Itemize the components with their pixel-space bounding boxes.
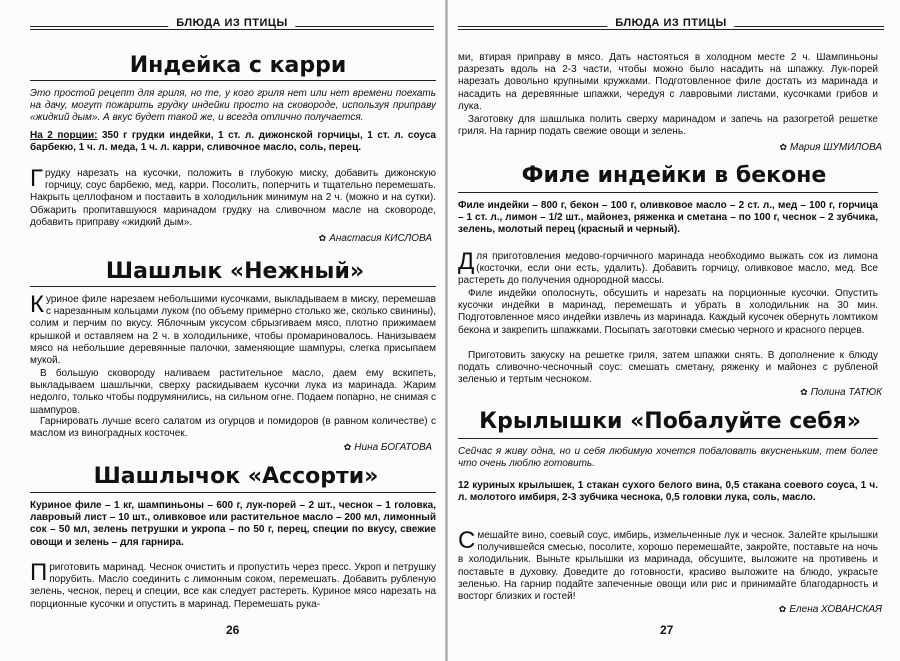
- signature-flower-icon: ✿: [343, 442, 352, 452]
- title-underline: [30, 492, 436, 493]
- recipe-method-continued-2: Заготовку для шашлыка полить сверху маринадом и запечь на разогретой решетке гриля. На гарнир подать свежие овощи и зелень.: [458, 114, 878, 138]
- author-signature: [779, 142, 882, 153]
- title-underline: [458, 438, 878, 439]
- recipe-intro: Сейчас я живу одна, но и себя любимую хочется побаловать вкусненьким, тем более что очень люблю готовить.: [458, 446, 878, 470]
- recipe-method: Приготовить маринад. Чеснок очистить и пропустить через пресс. Укроп и петрушку порубить. Масло соединить с лимонным соком, перемешать. Добавить рубленую зелень, чеснок, перец и специи, все как следует растереть. Куриное мясо нарезать на порционные кусочки и опустить в маринад. Перемешать рука-: [30, 559, 436, 610]
- recipe-method-part-2: В большую сковороду наливаем растительное масло, даем ему вскипеть, выкладываем шашлычки, сверху раскидываем кусочки лука из маринада. Жарим недолго, только чтобы подрумянились, на сильном огне. Подаем попарно, не снимая с шампуров.: [30, 368, 436, 416]
- title-underline: [458, 192, 878, 193]
- signature-flower-icon: ✿: [318, 233, 327, 243]
- recipe-title-turkey-bacon: Филе индейки в беконе: [521, 163, 827, 188]
- recipe-ingredients: Куриное филе – 1 кг, шампиньоны – 600 г, лук-порей – 2 шт., чеснок – 1 головка, лавровый лист – 10 шт., оливковое или растительное масло – 200 мл, лимонный сок – 50 мл, зелень петрушки и укропа – по 50 г, перец, специи по вкусу, свежие овощи и зелень – для гарнира.: [30, 500, 436, 548]
- author-signature: [344, 442, 432, 453]
- recipe-ingredients: [30, 130, 436, 154]
- signature-flower-icon: ✿: [800, 387, 808, 397]
- title-underline: [30, 80, 436, 81]
- author-name: Полина ТАТЮК: [810, 387, 882, 398]
- right-page: [448, 0, 900, 661]
- author-name: Анастасия КИСЛОВА: [329, 233, 432, 244]
- recipe-method-part-1: Для приготовления медово-горчичного маринада необходимо выжать сок из лимона (косточки, если они есть, удалить). Добавить горчицу, оливковое масло, мед. Все растереть до получения однородной массы.: [458, 248, 878, 287]
- section-title: БЛЮДА ИЗ ПТИЦЫ: [168, 17, 295, 29]
- recipe-ingredients: 12 куриных крылышек, 1 стакан сухого белого вина, 0,5 стакана соевого соуса, 1 ч. л. молотого имбиря, 2-3 зубчика чеснока, 0,5 головки лука, соль, масло.: [458, 480, 878, 504]
- recipe-method-continued: ми, втирая приправу в мясо. Дать настояться в холодном месте 2 ч. Шампиньоны разрезать вдоль на 2-3 части, чтобы можно было насадить на шпажку. Лук-порей нарезать довольно крупными кружками. Подготовленное филе достать из маринада и насадить на деревянные шпажки, чередуя с лавровыми листами, кусочками грибов и лука.: [458, 52, 878, 112]
- author-name: Мария ШУМИЛОВА: [790, 142, 882, 153]
- recipe-title-turkey-curry: Индейка с карри: [129, 53, 347, 78]
- signature-flower-icon: ✿: [779, 142, 788, 152]
- signature-flower-icon: ✿: [778, 604, 787, 614]
- recipe-title-shashlik-tender: Шашлык «Нежный»: [105, 259, 365, 284]
- author-signature: [319, 233, 432, 244]
- recipe-method: Грудку нарезать на кусочки, положить в глубокую миску, добавить дижонскую горчицу, соус барбекю, мед, карри. Посолить, поперчить и тщательно перемешать. Накрыть целлофаном и поставить в холодильник минимум на 2 ч. (можно и на сутки). Обжарить пропитавшуюся маринадом грудку на сливочном масле на сковороде, добавить приправу «жидкий дым».: [30, 165, 436, 228]
- recipe-method-part-3: Приготовить закуску на решетке гриля, затем шпажки снять. В дополнение к блюду подать сливочно-чесночный соус: смешать сметану, ряженку и майонез с рубленой зеленью и тертым чесноком.: [458, 350, 878, 386]
- recipe-ingredients: Филе индейки – 800 г, бекон – 100 г, оливковое масло – 2 ст. л., мед – 100 г, горчица – 1 ст. л., лимон – 1/2 шт., майонез, ряженка и сметана – по 100 г, чеснок – 2 зубчика, зелень, молотый перец (красный и черный).: [458, 200, 878, 236]
- section-title: БЛЮДА ИЗ ПТИЦЫ: [607, 17, 734, 29]
- right-page-header: [458, 16, 884, 38]
- author-name: Нина БОГАТОВА: [354, 442, 432, 453]
- servings-label: На 2 порции:: [30, 130, 98, 141]
- page-number-right: 27: [660, 623, 674, 637]
- title-underline: [30, 286, 436, 287]
- ingredients-text: 350 г грудки индейки, 1 ст. л. дижонской горчицы, 1 ст. л. соуса барбекю, 1 ч. л. меда, 1 ч. л. карри, сливочное масло, соль, перец.: [30, 130, 436, 154]
- recipe-method-part-1: Куриное филе нарезаем небольшими кусочками, выкладываем в миску, перемешав с нарезанным кольцами луком (по объему примерно столько же, сколько свинины), солим и перчим по вкусу. Яблочным уксусом сбрызгиваем мясо, плотно прижимаем крышкой и оставляем на 2 ч. в холодильнике, чтобы промариновалось. Нанизываем мясо на небольшие деревянные палочки, заменяющие шампуры, слегка присыпаем мукой.: [30, 291, 436, 367]
- recipe-title-wings: Крылышки «Побалуйте себя»: [479, 409, 861, 434]
- recipe-method-part-2: Филе индейки ополоснуть, обсушить и нарезать на порционные кусочки. Опустить кусочки индейки в маринад, перемешать и убрать в холодильник на 30 мин. Подготовленное мясо индейки извлечь из маринада. Каждый кусочек обернуть ломтиком бекона и закрепить шпажками. Посыпать заготовки смесью черного и красного перцев.: [458, 288, 878, 336]
- author-name: Елена ХОВАНСКАЯ: [789, 604, 882, 615]
- author-signature: [779, 604, 882, 615]
- left-page: [0, 0, 446, 661]
- recipe-method-part-3: Гарнировать лучше всего салатом из огурцов и помидоров (в равном количестве) с маслом из виноградных косточек.: [30, 416, 436, 440]
- page-number-left: 26: [226, 623, 240, 637]
- author-signature: [800, 387, 882, 398]
- recipe-title-shashlik-assorti: Шашлычок «Ассорти»: [93, 464, 379, 489]
- left-page-header: [30, 16, 434, 38]
- recipe-intro: Это простой рецепт для гриля, но те, у кого гриля нет или нет времени поехать на дачу, могут пожарить грудку индейки просто на сковороде, используя приправу «жидкий дым». А вкус будет такой же, и всегда отлично получается.: [30, 88, 436, 124]
- recipe-method: Смешайте вино, соевый соус, имбирь, измельченные лук и чеснок. Залейте крылышки получившейся смесью, посолите, хорошо перемешайте, закройте, поставьте на ночь в холодильник. Выньте крылышки из маринада, обсушите, выложите на противень и поставьте в духовку. Доведите до готовности, красиво выложите на блюдо, украсьте зеленью. На гарнир подайте запеченные овощи или рис и принимайте благодарность и восторг близких и гостей!: [458, 527, 878, 603]
